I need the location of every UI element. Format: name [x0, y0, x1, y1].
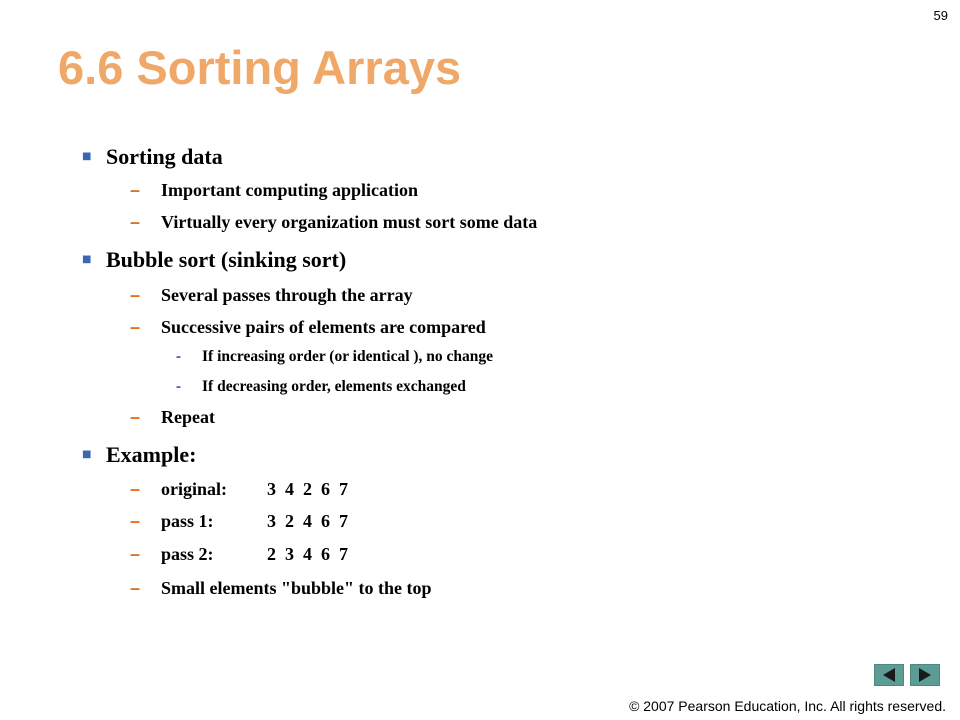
slide-title: 6.6 Sorting Arrays [58, 41, 462, 94]
dash-bullet-icon: – [130, 544, 141, 564]
next-slide-button[interactable] [910, 664, 940, 686]
bullet-text: Sorting data [106, 144, 223, 169]
example-row-label: pass 2: [161, 544, 214, 564]
square-bullet-icon: ■ [82, 449, 92, 460]
sub-bullet-text: Small elements "bubble" to the top [161, 578, 432, 598]
bullet-sorting-data [82, 144, 223, 170]
example-row-text [161, 544, 348, 564]
example-note [130, 578, 432, 599]
example-row-label: original: [161, 479, 227, 499]
hyphen-bullet-icon: - [176, 378, 181, 395]
copyright-footer: © 2007 Pearson Education, Inc. All rights reserved. [629, 698, 946, 714]
bullet-example [82, 442, 196, 468]
sub-bullet [130, 285, 413, 306]
dash-bullet-icon: – [130, 212, 141, 232]
sub-bullet-text: Several passes through the array [161, 285, 413, 305]
hyphen-bullet-icon: - [176, 348, 181, 365]
sub-bullet [130, 180, 418, 201]
example-row-values: 3 4 2 6 7 [267, 479, 348, 499]
example-row-text [161, 511, 348, 531]
sub-bullet-text: Important computing application [161, 180, 419, 200]
slide-number: 59 [933, 8, 948, 23]
sub-bullet [130, 317, 486, 338]
example-row-pass-1 [130, 511, 348, 532]
sub-bullet [130, 407, 215, 428]
sub-sub-bullet-text: If decreasing order, elements exchanged [202, 378, 466, 395]
example-row-original [130, 479, 348, 500]
dash-bullet-icon: – [130, 407, 141, 427]
sub-bullet-text: Repeat [161, 407, 215, 427]
example-row-pass-2 [130, 544, 348, 565]
dash-bullet-icon: – [130, 578, 141, 598]
triangle-right-icon [911, 665, 939, 685]
sub-sub-bullet [176, 378, 466, 396]
dash-bullet-icon: – [130, 180, 141, 200]
example-row-label: pass 1: [161, 511, 214, 531]
dash-bullet-icon: – [130, 479, 141, 499]
sub-bullet-text: Successive pairs of elements are compared [161, 317, 486, 337]
sub-sub-bullet-text: If increasing order (or identical ), no change [202, 348, 494, 365]
triangle-left-icon [875, 665, 903, 685]
sub-bullet-text: Virtually every organization must sort some data [161, 212, 538, 232]
bullet-text: Example: [106, 442, 197, 467]
sub-sub-bullet [176, 348, 493, 366]
bullet-bubble-sort [82, 247, 346, 273]
example-row-values: 3 2 4 6 7 [267, 511, 348, 531]
square-bullet-icon: ■ [82, 151, 92, 162]
dash-bullet-icon: – [130, 285, 141, 305]
sub-bullet [130, 212, 537, 233]
dash-bullet-icon: – [130, 317, 141, 337]
dash-bullet-icon: – [130, 511, 141, 531]
previous-slide-button[interactable] [874, 664, 904, 686]
example-row-values: 2 3 4 6 7 [267, 544, 348, 564]
square-bullet-icon: ■ [82, 254, 92, 265]
example-row-text [161, 479, 348, 499]
bullet-text: Bubble sort (sinking sort) [106, 247, 347, 272]
